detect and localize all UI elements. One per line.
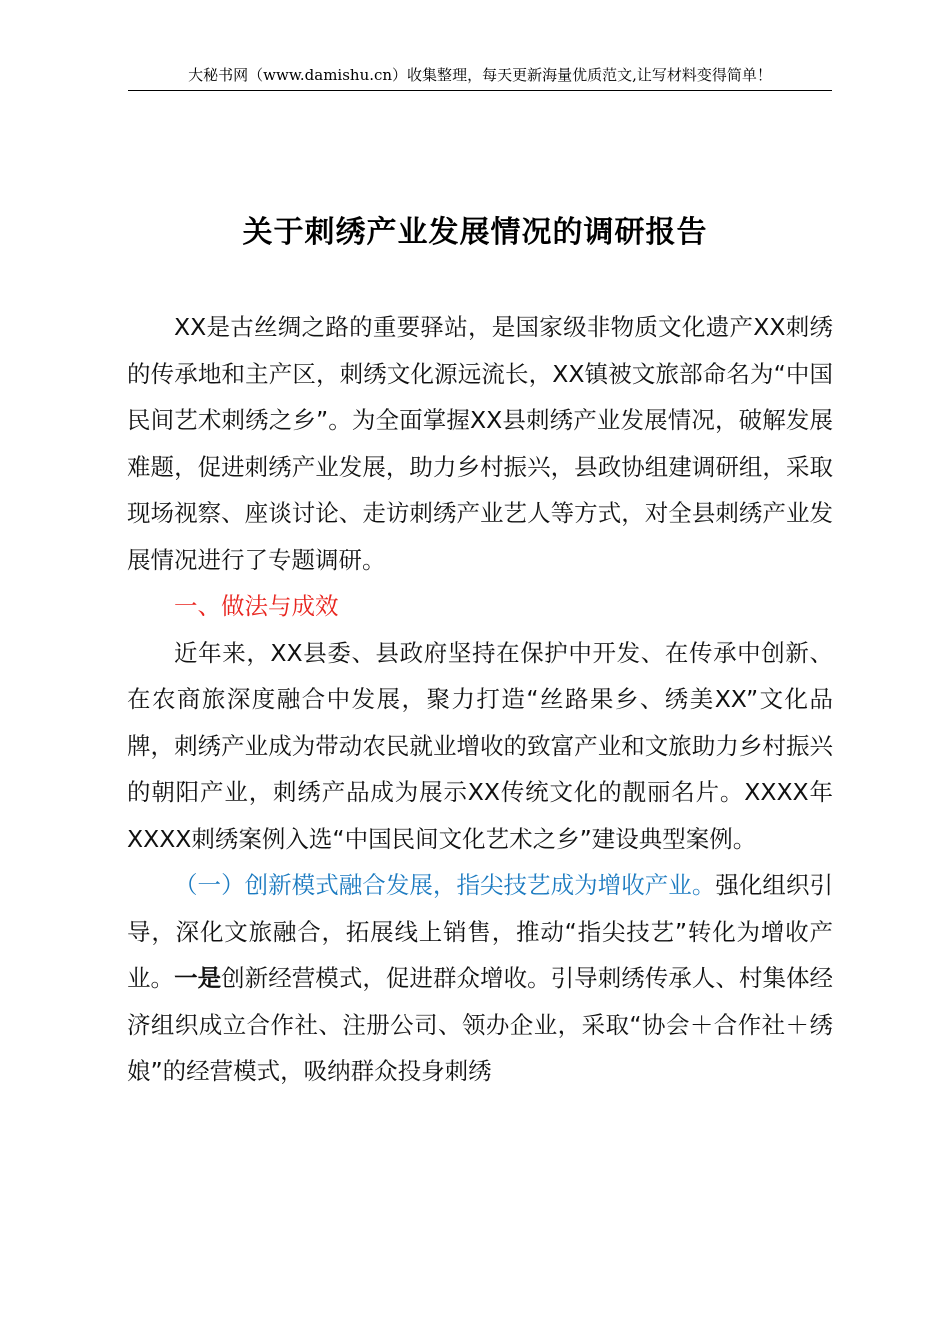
subsection-1-text-b: 创新经营模式，促进群众增收。引导刺绣传承人、村集体经济组织成立合作社、注册公司、领办企业，采取“协会＋合作社＋绣娘”的经营模式，吸纳群众投身刺绣: [127, 964, 834, 1085]
section-1-paragraph: 近年来，XX县委、县政府坚持在保护中开发、在传承中创新、在农商旅深度融合中发展，聚力打造“丝路果乡、绣美XX”文化品牌，刺绣产业成为带动农民就业增收的致富产业和文旅助力乡村振兴的朝阳产业，刺绣产品成为展示XX传统文化的靓丽名片。XXXX年XXXX刺绣案例入选“中国民间文化艺术之乡”建设典型案例。: [127, 638, 833, 853]
subsection-1-text-a: 强化组织引导，深化文旅融合，拓展线上销售，推动“指尖技艺”转化为增收产业。: [127, 871, 834, 992]
document-title: 关于刺绣产业发展情况的调研报告: [242, 215, 708, 250]
header-text: 大秘书网（www.damishu.cn）收集整理，每天更新海量优质范文,让写材料变得简单！: [188, 66, 772, 84]
document-body: [127, 304, 833, 1095]
section-heading-1: 一、做法与成效: [174, 592, 339, 620]
page-header: [128, 64, 832, 91]
emphasis-label: 一是: [174, 964, 222, 992]
subsection-1-paragraph: [127, 862, 833, 1095]
intro-paragraph: XX是古丝绸之路的重要驿站，是国家级非物质文化遗产XX刺绣的传承地和主产区，刺绣文化源远流长，XX镇被文旅部命名为“中国民间艺术刺绣之乡”。为全面掌握XX县刺绣产业发展情况，破解发展难题，促进刺绣产业发展，助力乡村振兴，县政协组建调研组，采取现场视察、座谈讨论、走访刺绣产业艺人等方式，对全县刺绣产业发展情况进行了专题调研。: [127, 313, 833, 574]
subsection-heading-1: （一）创新模式融合发展，指尖技艺成为增收产业。: [174, 871, 716, 899]
